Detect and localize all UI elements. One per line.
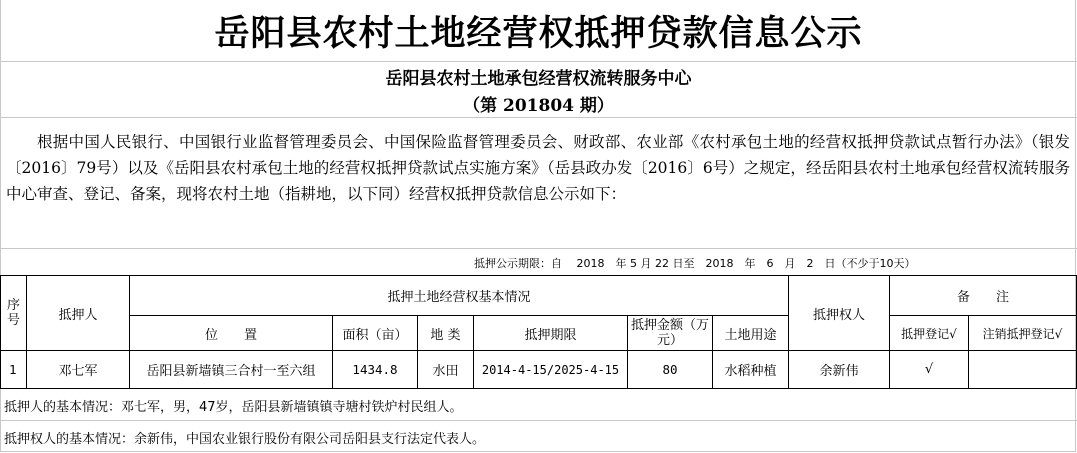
header-amount: 抵押金额（万元）: [628, 316, 713, 351]
mortgagee-info: 抵押权人的基本情况：余新伟，中国农业银行股份有限公司岳阳县支行法定代表人。: [4, 432, 486, 447]
header-registered: 抵押登记√: [890, 316, 969, 351]
header-cancelled: 注销抵押登记√: [969, 316, 1077, 351]
table-row: [1, 351, 1077, 389]
divider: [0, 117, 1077, 118]
header-land-type: 地 类: [418, 316, 474, 351]
header-location: 位 置: [130, 316, 333, 351]
cell-land-type: 水田: [418, 351, 474, 389]
cell-location: 岳阳县新墙镇三合村一至六组: [130, 351, 333, 389]
page-title: 岳阳县农村土地经营权抵押贷款信息公示: [0, 0, 1077, 62]
notice-period: 抵押公示期限：自 2018 年 5 月 22 日至 2018 年 6 月 2 日（不少于10天）: [474, 257, 916, 270]
header-mortgagor: 抵押人: [27, 276, 130, 351]
cell-cancelled: [969, 351, 1077, 389]
cell-mortgagee: 余新伟: [789, 351, 890, 389]
notice-paragraph: 根据中国人民银行、中国银行业监督管理委员会、中国保险监督管理委员会、财政部、农业部《农村承包土地的经营权抵押贷款试点暂行办法》（银发〔2016〕79号）以及《岳阳县农村承包土地的经营权抵押贷款试点实施方案》（岳县政办发〔2016〕6号）之规定，经岳阳县农村土地承包经营权流转服务中心审查、登记、备案，现将农村土地（指耕地，以下同）经营权抵押贷款信息公示如下：: [6, 133, 1070, 203]
divider: [0, 248, 1077, 249]
header-seq: 序号: [1, 276, 27, 351]
cell-amount: 80: [628, 351, 713, 389]
mortgagor-info: 抵押人的基本情况：邓七军，男，47岁，岳阳县新墙镇镇寺塘村铁炉村民组人。: [4, 400, 463, 415]
header-mortgagee: 抵押权人: [789, 276, 890, 351]
cell-mortgagor: 邓七军: [27, 351, 130, 389]
mortgage-table: [0, 275, 1077, 389]
issue-number: （第 201804 期）: [463, 95, 614, 116]
divider: [0, 420, 1077, 421]
cell-seq: 1: [1, 351, 27, 389]
header-remarks: 备 注: [890, 276, 1077, 316]
issuer-name: 岳阳县农村土地承包经营权流转服务中心: [385, 68, 692, 89]
header-usage: 土地用途: [713, 316, 789, 351]
cell-usage: 水稻种植: [713, 351, 789, 389]
header-term: 抵押期限: [474, 316, 628, 351]
header-area: 面积（亩）: [333, 316, 418, 351]
cell-term: 2014-4-15/2025-4-15: [474, 351, 628, 389]
header-basic-info: 抵押土地经营权基本情况: [130, 276, 789, 316]
cell-area: 1434.8: [333, 351, 418, 389]
cell-registered: √: [890, 351, 969, 389]
